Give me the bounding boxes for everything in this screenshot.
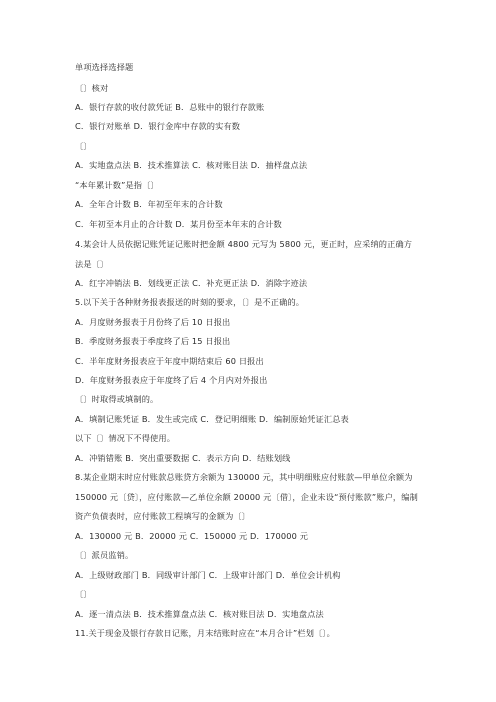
question-stem: 11.关于现金及银行存款日记账，月末结账时应在“本月合计”栏划〔〕。 <box>75 628 335 638</box>
answer-options: A．全年合计数 B．年初至年末的合计数 <box>75 199 223 209</box>
answer-option: D．年度财务报表应于年度终了后 4 个月内对外报出 <box>75 375 268 385</box>
answer-options: A．130000 元 B．20000 元 C．150000 元 D．170000 元 <box>75 531 309 541</box>
answer-options: A．红字冲销法 B．划线更正法 C．补充更正法 D．消除字迹法 <box>75 278 308 288</box>
question-stem: 8.某企业期末时应付账款总账贷方余额为 130000 元，其中明细账应付账款—甲单位余额为 150000 元〔贷〕，应付账款—乙单位余额 20000 元〔借〕，企业未设“预付账款”账户，编制资产负债表时，应付账款工程填写的金额为〔〕 <box>75 472 418 521</box>
answer-options: A．实地盘点法 B．技术推算法 C．核对账目法 D．抽样盘点法 <box>75 160 308 170</box>
question-stem: 〔〕 <box>75 589 92 599</box>
question-stem: 〔〕 <box>75 141 92 151</box>
question-stem: 4.某会计人员依据记账凭证记账时把金额 4800 元写为 5800 元，更正时，应采纳的正确方法是〔〕 <box>75 239 413 269</box>
answer-options: C．年初至本月止的合计数 D．某月份至本年末的合计数 <box>75 219 282 229</box>
answer-option: C．半年度财务报表应于年度中期结束后 60 日报出 <box>75 356 264 366</box>
answer-options: A．逐一清点法 B．技术推算盘点法 C．核对账目法 D．实地盘点法 <box>75 609 324 619</box>
answer-options: A．冲销错账 B．突出重要数据 C．表示方向 D．结账划线 <box>75 453 291 463</box>
question-stem: 〔〕派员监销。 <box>75 550 134 560</box>
answer-options: A．银行存款的收付款凭证 B．总账中的银行存款账 <box>75 102 265 112</box>
question-stem: 5.以下关于各种财务报表报送的时刻的要求，〔〕是不正确的。 <box>75 297 305 307</box>
question-stem: 〔〕核对 <box>75 83 109 93</box>
answer-options: C．银行对账单 D．银行金库中存款的实有数 <box>75 121 241 131</box>
section-heading: 单项选择选择题 <box>75 62 134 72</box>
answer-options: A．上级财政部门 B．同级审计部门 C．上级审计部门 D．单位会计机构 <box>75 570 341 580</box>
answer-option: A．月度财务报表于月份终了后 10 日报出 <box>75 317 231 327</box>
answer-option: B．季度财务报表于季度终了后 15 日报出 <box>75 336 231 346</box>
question-stem: 以下〔〕情况下不得使用。 <box>75 433 176 443</box>
question-stem: “本年累计数”是指〔〕 <box>75 180 159 190</box>
answer-options: A．填制记账凭证 B．发生或完成 C．登记明细账 D．编制原始凭证汇总表 <box>75 414 349 424</box>
question-stem: 〔〕时取得或填制的。 <box>75 394 159 404</box>
